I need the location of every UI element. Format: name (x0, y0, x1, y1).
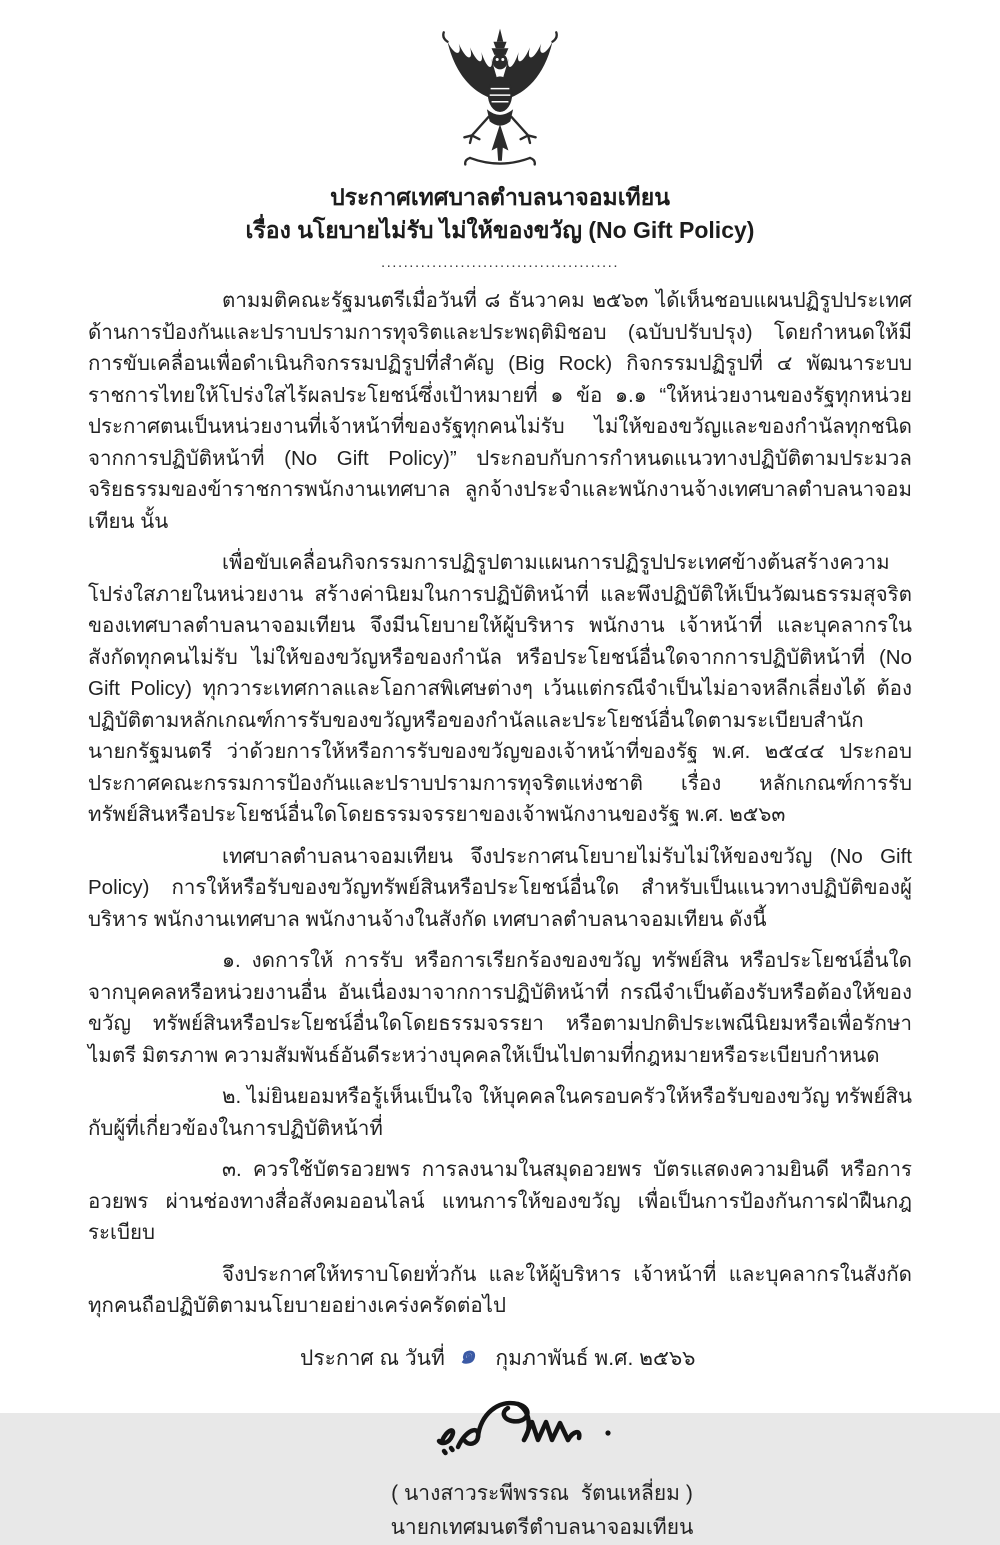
paragraph-declaration: เทศบาลตำบลนาจอมเทียน จึงประกาศนโยบายไม่รับไม่ให้ของขวัญ (No Gift Policy) การให้หรือรับของขวัญทรัพย์สินหรือประโยชน์อื่นใด สำหรับเป็นแนวทางปฏิบัติของผู้บริหาร พนักงานเทศบาล พนักงานจ้างในสังกัด เทศบาลตำบลนาจอมเทียน ดังนี้ (88, 844, 912, 931)
document-body (0, 285, 1000, 1545)
policy-item-1: ๑. งดการให้ การรับ หรือการเรียกร้องของขวัญ ทรัพย์สิน หรือประโยชน์อื่นใด จากบุคคลหรือหน่วยงานอื่น อันเนื่องมาจากการปฏิบัติหน้าที่ กรณีจำเป็นต้องรับหรือต้องให้ของขวัญ ทรัพย์สินหรือประโยชน์อื่นใดโดยธรรมจรรยา หรือตามปกติประเพณีนิยมหรือเพื่อรักษาไมตรี มิตรภาพ ความสัมพันธ์อันดีระหว่างบุคคลให้เป็นไปตามที่กฎหมายหรือระเบียบกำหนด (88, 949, 912, 1067)
announcement-date-line (88, 1337, 912, 1375)
announcement-title: ประกาศเทศบาลตำบลนาจอมเทียน (330, 184, 670, 210)
policy-item-2: ๒. ไม่ยินยอมหรือรู้เห็นเป็นใจ ให้บุคคลในครอบครัวให้หรือรับของขวัญ ทรัพย์สินกับผู้ที่เกี่ยวข้องในการปฏิบัติหน้าที่ (88, 1085, 912, 1140)
garuda-emblem (425, 26, 575, 168)
handwritten-day-numeral: ๑ (457, 1337, 477, 1370)
policy-item-3: ๓. ควรใช้บัตรอวยพร การลงนามในสมุดอวยพร บัตรแสดงความยินดี หรือการอวยพร ผ่านช่องทางสื่อสังคมออนไลน์ แทนการให้ของขวัญ เพื่อเป็นการป้องกันการฝ่าฝืนกฎระเบียบ (88, 1158, 912, 1244)
paragraph-preamble: ตามมติคณะรัฐมนตรีเมื่อวันที่ ๘ ธันวาคม ๒๕๖๓ ได้เห็นชอบแผนปฏิรูปประเทศด้านการป้องกันและปราบปรามการทุจริตและประพฤติมิชอบ (ฉบับปรับปรุง) โดยกำหนดให้มีการขับเคลื่อนเพื่อดำเนินกิจกรรมปฏิรูปที่สำคัญ (Big Rock) กิจกรรมปฏิรูปที่ ๔ พัฒนาระบบราชการไทยให้โปร่งใสไร้ผลประโยชน์ซึ่งเป้าหมายที่ ๑ ข้อ ๑.๑ “ให้หน่วยงานของรัฐทุกหน่วยประกาศตนเป็นหน่วยงานที่เจ้าหน้าที่ของรัฐทุกคนไม่รับ ไม่ให้ของขวัญและของกำนัลทุกชนิดจากการปฏิบัติหน้าที่ (No Gift Policy)” ประกอบกับการกำหนดแนวทางปฏิบัติตามประมวลจริยธรรมของข้าราชการพนักงานเทศบาล ลูกจ้างประจำและพนักงานจ้างเทศบาลตำบลนาจอมเทียน นั้น (88, 289, 912, 533)
signature-block (312, 1381, 772, 1545)
signer-name: ( นางสาวระพีพรรณ รัตนเหลี่ยม ) (391, 1481, 693, 1505)
signer-position: นายกเทศมนตรีตำบลนาจอมเทียน (390, 1515, 694, 1539)
date-prefix: ประกาศ ณ วันที่ (300, 1346, 445, 1370)
emblem-container (0, 0, 1000, 173)
paragraph-closing: จึงประกาศให้ทราบโดยทั่วกัน และให้ผู้บริหาร เจ้าหน้าที่ และบุคลากรในสังกัดทุกคนถือปฏิบัติตามนโยบายอย่างเคร่งครัดต่อไป (88, 1262, 912, 1317)
dotted-divider: .......................................... (380, 254, 620, 271)
handwritten-signature (422, 1381, 662, 1477)
title-block (0, 181, 1000, 273)
announcement-subject: เรื่อง นโยบายไม่รับ ไม่ให้ของขวัญ (No Gift Policy) (245, 217, 755, 243)
date-suffix: กุมภาพันธ์ พ.ศ. ๒๕๖๖ (495, 1346, 696, 1370)
paragraph-policy-rationale: เพื่อขับเคลื่อนกิจกรรมการปฏิรูปตามแผนการปฏิรูปประเทศข้างต้นสร้างความโปร่งใสภายในหน่วยงาน สร้างค่านิยมในการปฏิบัติหน้าที่ และพึงปฏิบัติให้เป็นวัฒนธรรมสุจริตของเทศบาลตำบลนาจอมเทียน จึงมีนโยบายให้ผู้บริหาร พนักงาน เจ้าหน้าที่ และบุคลากรในสังกัดทุกคนไม่รับ ไม่ให้ของขวัญหรือของกำนัล หรือประโยชน์อื่นใดจากการปฏิบัติหน้าที่ (No Gift Policy) ทุกวาระเทศกาลและโอกาสพิเศษต่างๆ เว้นแต่กรณีจำเป็นไม่อาจหลีกเลี่ยงได้ ต้องปฏิบัติตามหลักเกณฑ์การรับของขวัญหรือของกำนัลและประโยชน์อื่นใดตามระเบียบสำนักนายกรัฐมนตรี ว่าด้วยการให้หรือการรับของขวัญของเจ้าหน้าที่ของรัฐ พ.ศ. ๒๕๔๔ ประกอบประกาศคณะกรรมการป้องกันและปราบปรามการทุจริตแห่งชาติ เรื่อง หลักเกณฑ์การรับทรัพย์สินหรือประโยชน์อื่นใดโดยธรรมจรรยาของเจ้าพนักงานของรัฐ พ.ศ. ๒๕๖๓ (88, 551, 912, 826)
